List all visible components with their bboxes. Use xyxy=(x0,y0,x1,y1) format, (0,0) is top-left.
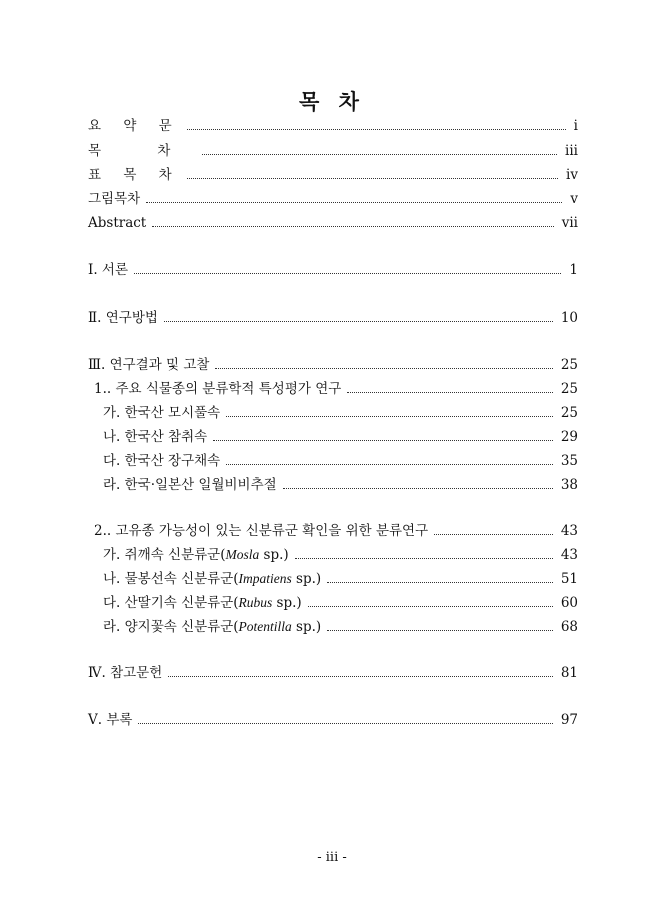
genus-name: Mosla xyxy=(225,547,260,562)
toc-entry-page: iv xyxy=(566,167,578,183)
toc-entry-contents xyxy=(88,141,578,161)
toc-section-1 xyxy=(94,379,578,399)
dot-leader xyxy=(134,273,561,274)
toc-entry-label: 2.. 고유종 가능성이 있는 신분류군 확인을 위한 분류연구 xyxy=(94,523,429,539)
toc-entry-label: Ⅳ. 참고문헌 xyxy=(88,665,163,681)
toc-entry-table-list xyxy=(88,165,578,185)
toc-entry-label: 다. 산딸기속 신분류군(Rubus sp.) xyxy=(103,595,302,611)
toc-entry-label: Ⅱ. 연구방법 xyxy=(88,310,158,326)
toc-entry-page: iii xyxy=(565,143,578,159)
toc-entry-label: 그림목차 xyxy=(88,191,141,207)
toc-chapter-results xyxy=(88,355,578,375)
dot-leader xyxy=(283,488,553,489)
toc-entry-summary xyxy=(88,116,578,136)
toc-section-2 xyxy=(94,521,578,541)
toc-entry-label: 목 차 xyxy=(88,143,197,159)
genus-name: Impatiens xyxy=(238,571,292,586)
toc-subsection xyxy=(103,593,578,613)
toc-entry-page: 29 xyxy=(560,429,578,445)
toc-entry-page: 1 xyxy=(569,262,578,278)
dot-leader xyxy=(146,202,562,203)
toc-entry-label: 나. 물봉선속 신분류군(Impatiens sp.) xyxy=(103,571,322,587)
dot-leader xyxy=(434,534,553,535)
dot-leader xyxy=(226,416,553,417)
toc-subsection xyxy=(103,427,578,447)
dot-leader xyxy=(215,368,552,369)
dot-leader xyxy=(138,723,552,724)
toc-chapter-intro xyxy=(88,260,578,280)
dot-leader xyxy=(187,178,558,179)
page-title: 목 차 xyxy=(299,89,365,114)
toc-entry-label: Ⅴ. 부록 xyxy=(88,712,133,728)
toc-entry-label: 가. 쥐깨속 신분류군(Mosla sp.) xyxy=(103,547,289,563)
toc-entry-page: 38 xyxy=(560,477,578,493)
toc-entry-label: 라. 한국·일본산 일월비비추절 xyxy=(103,477,277,493)
dot-leader xyxy=(226,464,553,465)
toc-entry-page: 97 xyxy=(560,712,578,728)
toc-subsection xyxy=(103,617,578,637)
toc-chapter-appendix xyxy=(88,710,578,730)
dot-leader xyxy=(327,582,553,583)
toc-entry-label: 요 약 문 xyxy=(88,118,181,134)
toc-entry-abstract xyxy=(88,213,578,233)
toc-entry-page: 51 xyxy=(560,571,578,587)
dot-leader xyxy=(164,321,553,322)
toc-entry-page: 81 xyxy=(560,665,578,681)
toc-entry-page: 10 xyxy=(560,310,578,326)
page-number-footer: - iii - xyxy=(317,850,347,865)
toc-subsection xyxy=(103,451,578,471)
toc-entry-label: 다. 한국산 장구채속 xyxy=(103,453,221,469)
toc-subsection xyxy=(103,403,578,423)
dot-leader xyxy=(327,630,553,631)
toc-entry-page: i xyxy=(573,118,578,134)
genus-name: Rubus xyxy=(238,595,273,610)
toc-entry-page: 35 xyxy=(560,453,578,469)
dot-leader xyxy=(295,558,553,559)
toc-entry-page: 43 xyxy=(560,547,578,563)
toc-entry-page: 25 xyxy=(560,357,578,373)
toc-entry-page: 60 xyxy=(560,595,578,611)
toc-entry-page: v xyxy=(570,191,578,207)
toc-entry-page: 68 xyxy=(560,619,578,635)
toc-entry-label: 라. 양지꽃속 신분류군(Potentilla sp.) xyxy=(103,619,322,635)
dot-leader xyxy=(202,154,557,155)
toc-subsection xyxy=(103,569,578,589)
toc-entry-label: 1.. 주요 식물종의 분류학적 특성평가 연구 xyxy=(94,381,342,397)
toc-subsection xyxy=(103,475,578,495)
toc-chapter-methods xyxy=(88,308,578,328)
toc-entry-label: Abstract xyxy=(88,215,147,231)
toc-entry-label: Ⅰ. 서론 xyxy=(88,262,128,278)
dot-leader xyxy=(187,129,566,130)
toc-entry-figure-list xyxy=(88,189,578,209)
toc-entry-page: 25 xyxy=(560,405,578,421)
dot-leader xyxy=(213,440,553,441)
dot-leader xyxy=(152,226,554,227)
toc-entry-page: 25 xyxy=(560,381,578,397)
dot-leader xyxy=(168,676,553,677)
dot-leader xyxy=(308,606,553,607)
toc-subsection xyxy=(103,545,578,565)
toc-entry-page: vii xyxy=(561,215,578,231)
toc-entry-label: 나. 한국산 참취속 xyxy=(103,429,208,445)
toc-chapter-references xyxy=(88,663,578,683)
toc-entry-page: 43 xyxy=(560,523,578,539)
toc-entry-label: 가. 한국산 모시풀속 xyxy=(103,405,221,421)
toc-entry-label: Ⅲ. 연구결과 및 고찰 xyxy=(88,357,210,373)
dot-leader xyxy=(347,392,553,393)
genus-name: Potentilla xyxy=(238,619,292,634)
toc-entry-label: 표 목 차 xyxy=(88,167,181,183)
